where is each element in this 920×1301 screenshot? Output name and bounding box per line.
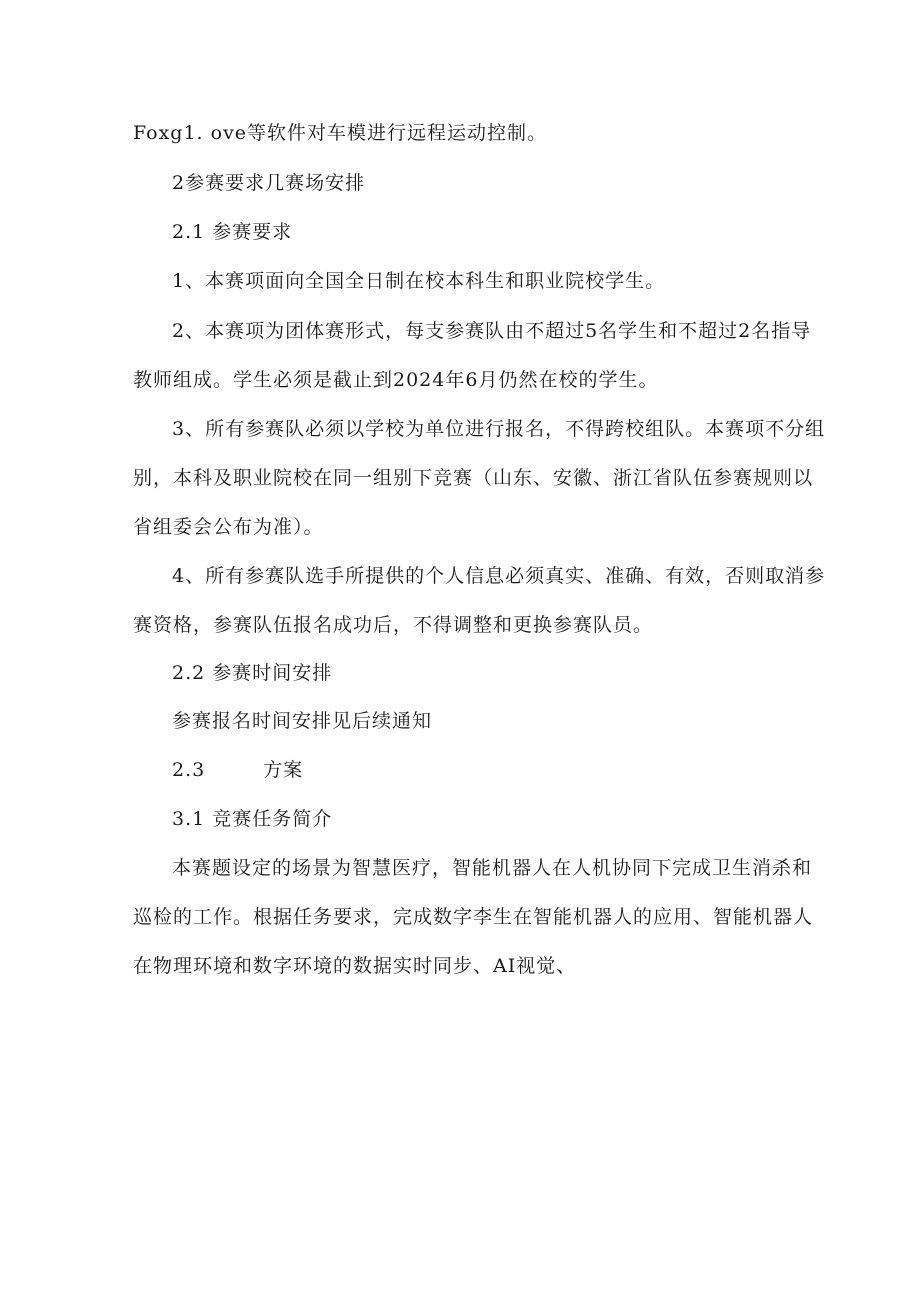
section-2-3-title: 方案 [263,759,304,781]
section-3-1-line-2: 巡检的工作。根据任务要求，完成数字李生在智能机器人的应用、智能机器人 [133,906,814,928]
section-2-2-body: 参赛报名时间安排见后续通知 [172,710,433,732]
requirement-4-line-2: 赛资格，参赛队伍报名成功后，不得调整和更换参赛队员。 [133,614,654,636]
requirement-3-line-3: 省组委会公布为准）。 [133,516,324,538]
requirement-3-line-2: 别，本科及职业院校在同一组别下竞赛（山东、安徽、浙江省队伍参赛规则以 [133,467,814,489]
section-2-3-number: 2.3 [172,759,206,781]
section-2-2-title: 2.2 参赛时间安排 [172,662,333,684]
section-2-title: 2参赛要求几赛场安排 [172,172,366,194]
requirement-1: 1、本赛项面向全国全日制在校本科生和职业院校学生。 [172,270,666,292]
section-3-1-line-1: 本赛题设定的场景为智慧医疗，智能机器人在人机协同下完成卫生消杀和 [172,857,813,879]
continuation-line: Foxg1. ove等软件对车模进行远程运动控制。 [133,122,548,144]
requirement-2-line-2: 教师组成。学生必须是截止到2024年6月仍然在校的学生。 [133,369,659,391]
section-2-3-heading [172,757,303,783]
requirement-3-line-1: 3、所有参赛队必须以学校为单位进行报名，不得跨校组队。本赛项不分组 [172,418,826,440]
section-3-1-line-3: 在物理环境和数字环境的数据实时同步、AI视觉、 [133,955,577,977]
section-3-1-title: 3.1 竞赛任务简介 [172,808,333,830]
requirement-4-line-1: 4、所有参赛队选手所提供的个人信息必须真实、准确、有效，否则取消参 [172,565,826,587]
section-2-1-title: 2.1 参赛要求 [172,221,293,243]
requirement-2-line-1: 2、本赛项为团体赛形式，每支参赛队由不超过5名学生和不超过2名指导 [172,320,812,342]
